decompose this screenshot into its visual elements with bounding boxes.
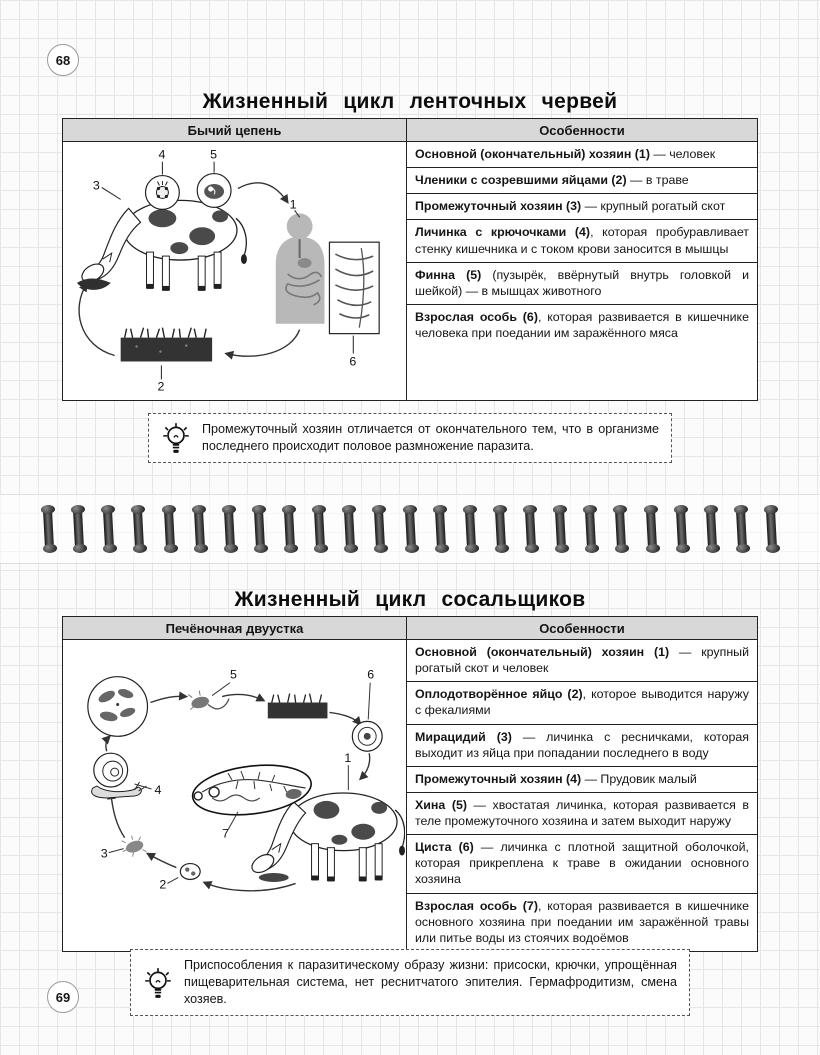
section-title-tapeworms: Жизненный цикл ленточных червей: [202, 90, 618, 114]
page-number-bottom: 69: [47, 981, 79, 1013]
number-label: 2: [159, 877, 167, 892]
number-label: 7: [222, 826, 229, 841]
tapeworm-feature-rows: [407, 142, 757, 400]
number-label: 5: [230, 667, 237, 682]
section-title-flukes: Жизненный цикл сосальщиков: [234, 588, 586, 612]
tip-text: Приспособления к паразитическому образу жизни: присоски, крючки, упрощённая пищеварительная система, нет реснитчатого эпителия. Гермафродитизм, смена хозяев.: [184, 958, 677, 1006]
feature-description: , которая пробуравливает стенку кишечника и с током крови заносится в мышцы: [415, 225, 749, 256]
feature-term: Членики с созревшими яйцами (2): [415, 173, 627, 188]
fluke-left-header: Печёночная двуустка: [63, 617, 407, 639]
spiral-ring: [615, 508, 626, 550]
feature-description: — человек: [649, 147, 716, 161]
feature-row: [407, 304, 757, 400]
fluke-table-body: [63, 640, 757, 951]
feature-term: Мирацидий (3): [415, 729, 512, 744]
feature-term: Личинка с крючочками (4): [415, 225, 591, 240]
feature-row: [407, 792, 757, 834]
spiral-ring: [495, 508, 506, 550]
number-label: 3: [92, 178, 100, 193]
fluke-table-header: [63, 617, 757, 640]
spiral-ring: [435, 508, 446, 550]
fluke-lifecycle-diagram: [63, 640, 407, 951]
fluke-feature-rows: [407, 640, 757, 951]
feature-term: Основной (окончательный) хозяин (1): [415, 147, 650, 161]
spiral-ring: [766, 508, 777, 550]
feature-row: [407, 142, 757, 167]
fluke-diagram-svg: [63, 640, 405, 940]
tapeworm-lifecycle-diagram: [63, 142, 407, 400]
intestine-inset: [329, 242, 379, 333]
spiral-ring: [676, 508, 687, 550]
feature-term: Оплодотворённое яйцо (2): [415, 687, 583, 702]
feature-term: Взрослая особь (7): [415, 898, 538, 913]
grass-patch-top: [268, 694, 328, 719]
feature-row: [407, 834, 757, 892]
number-label: 1: [289, 197, 297, 212]
cercaria-illustration: [188, 691, 229, 711]
human-silhouette: [276, 213, 325, 323]
feature-term: Хина (5): [415, 797, 467, 812]
spiral-ring: [194, 508, 205, 550]
feature-term: Промежуточный хозяин (3): [415, 199, 582, 214]
miracidium-illustration: [122, 836, 147, 857]
feature-term: Основной (окончательный) хозяин (1): [415, 645, 670, 659]
number-label: 5: [210, 147, 218, 162]
tapeworm-table: [62, 118, 758, 401]
feature-description: — крупный рогатый скот и человек: [415, 645, 749, 676]
spiral-ring: [284, 508, 295, 550]
spiral-ring: [645, 508, 656, 550]
feature-row: [407, 640, 757, 681]
feature-row: [407, 766, 757, 792]
feature-description: — личинка с плотной защитной оболочкой, которая прикреплена к траве в ожидании основного хозяина: [415, 840, 750, 887]
feature-term: Циста (6): [415, 840, 474, 855]
feature-description: — хвостатая личинка, которая развивается в теле промежуточного хозяина и затем выходит наружу: [415, 797, 749, 828]
feature-description: — крупный рогатый скот: [581, 199, 726, 214]
spiral-ring: [103, 508, 114, 550]
egg-illustration: [180, 864, 200, 880]
feature-row: [407, 167, 757, 193]
number-label: 6: [349, 354, 357, 369]
number-label: 2: [157, 379, 165, 394]
number-label: 6: [367, 667, 375, 682]
tip-text: Промежуточный хозяин отличается от окончательного тем, что в организме последнего происходит половое размножение паразита.: [202, 422, 659, 453]
feature-description: — личинка с ресничками, которая выходит из яйца при попадании последнего в воду: [415, 729, 750, 760]
lightbulb-icon: [143, 966, 173, 1000]
spiral-ring: [254, 508, 265, 550]
feature-term: Взрослая особь (6): [415, 309, 538, 324]
snail-illustration: [92, 753, 147, 798]
spiral-ring: [706, 508, 717, 550]
cow-illustration: [77, 200, 247, 290]
tapeworm-left-header: Бычий цепень: [63, 119, 407, 141]
number-label: 4: [158, 147, 166, 162]
spiral-binding: [0, 494, 820, 564]
cyst-illustration: [352, 721, 382, 751]
finna-magnified: [197, 174, 231, 208]
spiral-ring: [585, 508, 596, 550]
feature-description: — в траве: [626, 173, 689, 188]
scolex-magnified: [146, 176, 180, 210]
feature-row: [407, 193, 757, 219]
feature-description: (пузырёк, ввёрнутый внутрь головкой и шейкой) — в мышцах животного: [415, 267, 749, 298]
lightbulb-icon: [161, 421, 191, 455]
tapeworm-diagram-svg: [63, 142, 405, 400]
tip-box-tapeworms: [148, 413, 672, 463]
feature-term: Финна (5): [415, 267, 482, 282]
feature-row: [407, 262, 757, 304]
feature-row: [407, 681, 757, 723]
number-label: 4: [154, 782, 162, 797]
feature-description: — Прудовик малый: [581, 771, 697, 786]
spiral-ring: [465, 508, 476, 550]
feature-description: , которая развивается в кишечнике основного хозяина при поедании им заражённой травы или питье воды из стоячих водоёмов: [415, 898, 749, 945]
feature-row: [407, 724, 757, 766]
tapeworm-table-header: [63, 119, 757, 142]
spiral-ring: [224, 508, 235, 550]
spiral-ring: [404, 508, 415, 550]
fluke-table: [62, 616, 758, 952]
spiral-ring: [133, 508, 144, 550]
spiral-ring: [736, 508, 747, 550]
feature-row: [407, 893, 757, 951]
feature-description: , которое выводится наружу с фекалиями: [415, 687, 749, 718]
spiral-ring: [374, 508, 385, 550]
number-label: 3: [100, 846, 108, 861]
fluke-right-header: Особенности: [539, 620, 625, 636]
spiral-ring: [555, 508, 566, 550]
spiral-ring: [344, 508, 355, 550]
feature-description: , которая развивается в кишечнике человека при поедании им заражённого мяса: [415, 309, 749, 340]
page-number-top: 68: [47, 44, 79, 76]
number-label: 1: [344, 751, 352, 766]
spiral-ring: [163, 508, 174, 550]
feature-term: Промежуточный хозяин (4): [415, 771, 582, 786]
tip-box-flukes: [130, 949, 690, 1016]
tapeworm-right-header: Особенности: [539, 122, 625, 138]
spiral-ring: [43, 508, 54, 550]
spiral-ring: [525, 508, 536, 550]
grass-patch: [121, 328, 212, 362]
feature-row: [407, 219, 757, 261]
tapeworm-table-body: [63, 142, 757, 400]
spiral-ring: [73, 508, 84, 550]
eggs-magnified: [88, 677, 148, 737]
spiral-ring: [314, 508, 325, 550]
